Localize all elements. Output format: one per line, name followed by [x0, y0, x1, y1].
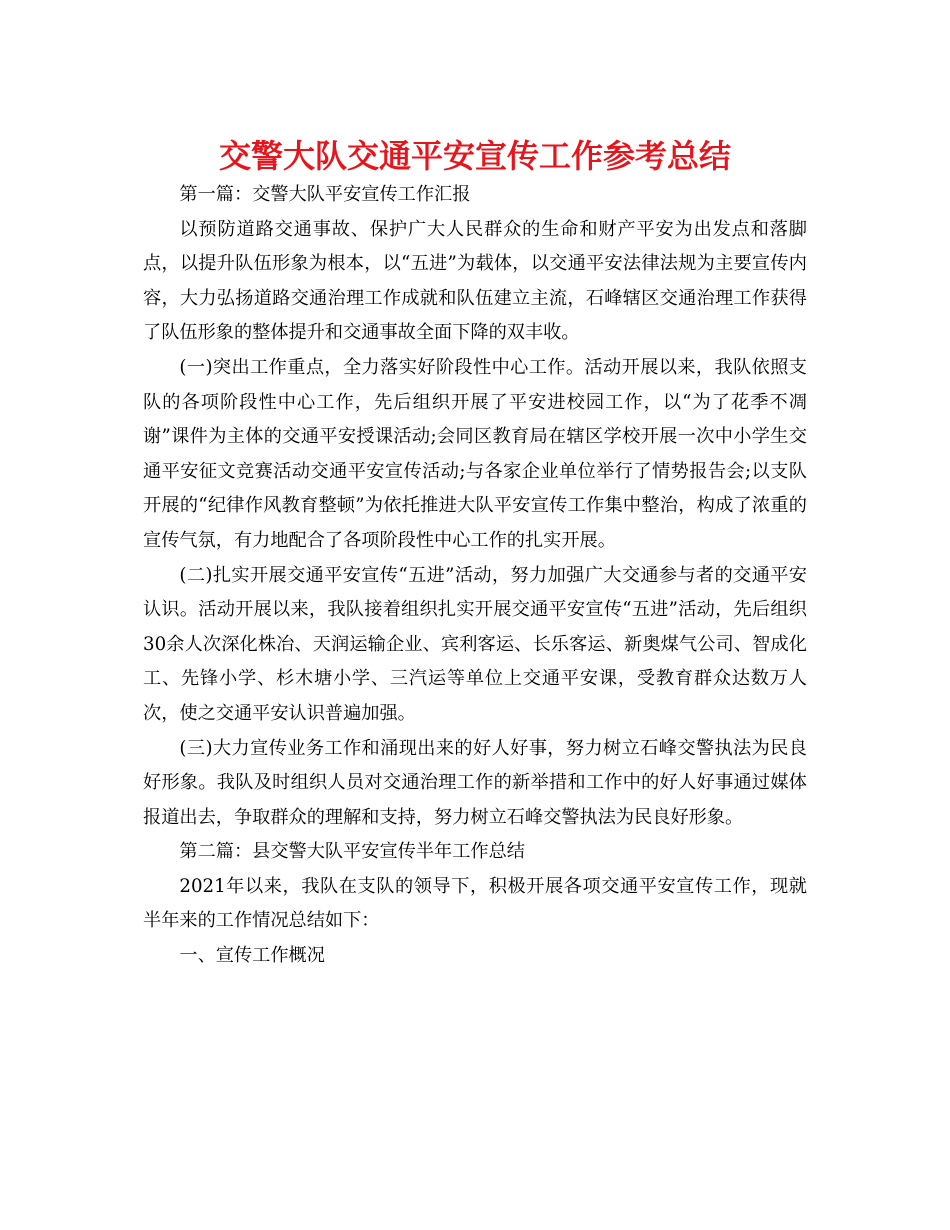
- section-heading-1: 第一篇：交警大队平安宣传工作汇报: [179, 184, 471, 205]
- paragraph-point-1: (一)突出工作重点，全力落实好阶段性中心工作。活动开展以来，我队依照支队的各项阶段性中心工作，先后组织开展了平安进校园工作，以“为了花季不凋谢”课件为主体的交通平安授课活动;会同区教育局在辖区学校开展一次中小学生交通平安征文竞赛活动交通平安宣传活动;与各家企业单位举行了情势报告会;以支队开展的“纪律作风教育整顿”为依托推进大队平安宣传工作集中整治，构成了浓重的宣传气氛，有力地配合了各项阶段性中心工作的扎实开展。: [143, 356, 807, 551]
- paragraph-point-3: (三)大力宣传业务工作和涌现出来的好人好事，努力树立石峰交警执法为民良好形象。我队及时组织人员对交通治理工作的新举措和工作中的好人好事通过媒体报道出去，争取群众的理解和支持，努力树立石峰交警执法为民良好形象。: [143, 737, 807, 828]
- paragraph-intro: 以预防道路交通事故、保护广大人民群众的生命和财产平安为出发点和落脚点，以提升队伍形象为根本，以“五进”为载体，以交通平安法律法规为主要宣传内容，大力弘扬道路交通治理工作成就和队伍建立主流，石峰辖区交通治理工作获得了队伍形象的整体提升和交通事故全面下降的双丰收。: [143, 218, 807, 344]
- document-body: [143, 178, 807, 974]
- subsection-heading-1: 一、宣传工作概况: [179, 945, 325, 967]
- section-heading-2: 第二篇：县交警大队平安宣传半年工作总结: [179, 841, 525, 863]
- document-title: 交警大队交通平安宣传工作参考总结: [218, 137, 731, 175]
- paragraph-point-2: (二)扎实开展交通平安宣传“五进”活动，努力加强广大交通参与者的交通平安认识。活动开展以来，我队接着组织扎实开展交通平安宣传“五进”活动，先后组织30余人次深化株冶、天润运输企业、宾利客运、长乐客运、新奥煤气公司、智成化工、先锋小学、杉木塘小学、三汽运等单位上交通平安课，受教育群众达数万人次，使之交通平安认识普遍加强。: [143, 564, 807, 724]
- paragraph-summary-intro: 2021年以来，我队在支队的领导下，积极开展各项交通平安宣传工作，现就半年来的工作情况总结如下：: [143, 875, 807, 932]
